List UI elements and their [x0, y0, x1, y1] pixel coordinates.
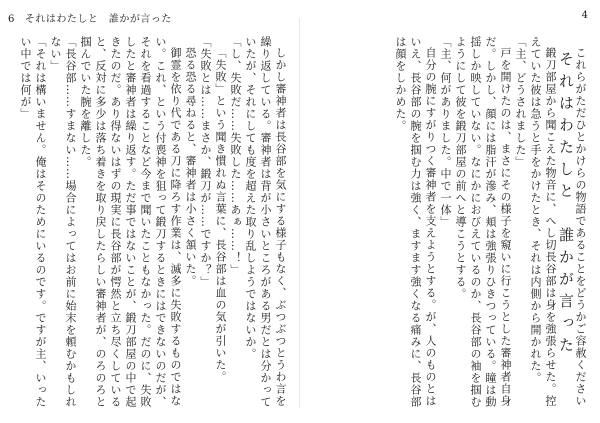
- right-page-number: 4: [581, 10, 588, 21]
- dialogue-line: 「それは構いません。俺はそのためにいるのです。ですが主、いったい中では何が」: [19, 36, 47, 408]
- dialogue-line: 「主、何がありました。中で一体」: [439, 36, 452, 228]
- chapter-title: それはわたしと 誰かが言った: [557, 51, 575, 359]
- body-paragraph: 御霊を依り代である刀に降ろす作業は、滅多に失敗するものではない。これ、という付喪神を狙って鍛刀するときにはできないのだが、それを看過することなど今まで聞いたこともなかった。だのに、失敗したと審神者は繰り返す。ただ事ではないことが、鍛刀部屋の中で起きたのだ。あり得ないはずの現実に長谷部が愕然と立ち尽くしていると、反対に多少は落ち着きを取り戻したらしい審神者が、のろのろと掴んでいた腕を離した。: [79, 36, 182, 408]
- right-page: [300, 0, 600, 423]
- left-page-number: 6: [8, 14, 15, 25]
- body-paragraph: 「失敗」という聞き慣れぬ言葉に、長谷部は血の気が引いた。: [214, 47, 227, 383]
- right-page-body: [322, 36, 588, 408]
- body-paragraph: 自分の腕にすがりつく審神者を支えようとする。が、人のものとはいえ、長谷部の腕を掴む力は強く、ますます強くなる痛みに、長谷部は顔をしかめた。: [394, 36, 437, 408]
- dialogue-line: 「し、失敗だ……失敗した……あぁ……！」: [229, 36, 242, 276]
- body-paragraph: しかし審神者は長谷部を気にする様子もなく、ぶつぶつとうわ言を繰り返している。審神者は背が小さいところがある男だとは分かっていたが、それにしても度を超えた取り乱しようではないか。: [244, 36, 287, 408]
- body-paragraph: 戸を開けたのは、まさにその様子を窺いに行こうとした審神者自身だ。しかし、顔には脂汗が滲み、頬は強張りひきつっている。瞳は動揺しか映していない。なにかにおびえているのか、長谷部の袖を掴むようにして彼を鍛刀部屋の前へと導こうとする。: [454, 36, 512, 408]
- left-page-header: [8, 10, 172, 25]
- left-page-body: [10, 36, 288, 408]
- dialogue-line: 「長谷部……すまない……場合によってはお前に始末を頼むかもしれない」: [49, 36, 77, 408]
- running-title: それはわたしと 誰かが言った: [24, 14, 172, 25]
- dialogue-line: 「主、どうされました」: [514, 36, 527, 168]
- body-paragraph: 恐る恐る尋ねると、審神者は小さく頷いた。: [184, 47, 197, 287]
- dialogue-line: 「失敗とは……まさか、鍛刀が……ですか？」: [199, 36, 212, 288]
- epigraph: これらがただひとかけらの物語であることをどうかご容赦ください: [574, 47, 587, 407]
- body-paragraph: 鍛刀部屋から聞こえた物音に、へし切長谷部は身を強張らせた。控えていた彼は急うと手をかけたとき、それは内側から開かれた。: [529, 36, 557, 407]
